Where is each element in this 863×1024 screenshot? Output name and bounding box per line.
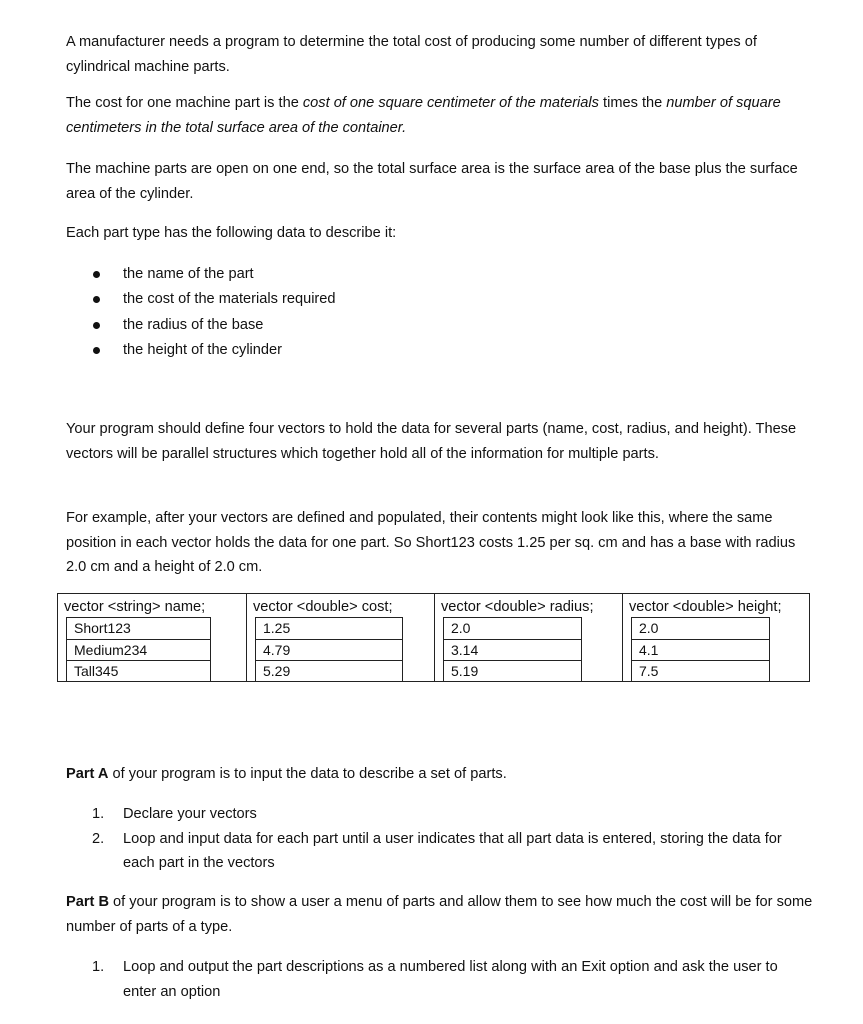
vectors-paragraph: Your program should define four vectors to hold the data for several parts (name, cost, radius, and height). These vectors will be parallel structures which together hold all of the information for multiple parts. xyxy=(66,421,797,462)
intro-paragraph: A manufacturer needs a program to determine the total cost of producing some number of different types of cylindrical machine parts. xyxy=(66,34,757,75)
vector-name-column xyxy=(58,594,246,681)
surface-paragraph: The machine parts are open on one end, so the total surface area is the surface area of the base plus the surface area of the cylinder. xyxy=(66,161,798,202)
vector-header: vector <double> cost; xyxy=(253,599,393,615)
vector-height-column xyxy=(622,594,809,681)
list-item xyxy=(66,802,806,827)
step-text: Loop and input data for each part until a user indicates that all part data is entered, storing the data for each part in the vectors xyxy=(123,830,782,871)
vector-header: vector <string> name; xyxy=(64,599,206,615)
attribute-list xyxy=(66,262,336,363)
vector-cell: 4.1 xyxy=(632,639,769,660)
vector-header: vector <double> height; xyxy=(629,599,782,615)
vector-header: vector <double> radius; xyxy=(441,599,594,615)
step-number: 1. xyxy=(92,959,105,975)
step-text: Declare your vectors xyxy=(123,806,257,822)
list-item xyxy=(66,338,336,363)
part-a-label: Part A xyxy=(66,766,109,782)
vector-cell: Short123 xyxy=(74,620,131,636)
part-a-steps xyxy=(66,802,806,876)
vector-cell: 3.14 xyxy=(444,639,581,660)
bullet-icon xyxy=(93,347,100,354)
step-number: 1. xyxy=(92,806,105,822)
list-item-text: the cost of the materials required xyxy=(123,291,336,308)
vector-values xyxy=(255,617,403,682)
vector-cell: 5.19 xyxy=(444,660,581,681)
list-item xyxy=(66,287,336,312)
list-item-text: the name of the part xyxy=(123,266,254,282)
list-item-text: the height of the cylinder xyxy=(123,341,283,358)
part-b-paragraph xyxy=(66,890,816,939)
vector-values xyxy=(66,617,211,682)
vector-cell: 5.29 xyxy=(256,660,402,681)
bullet-icon xyxy=(93,296,100,303)
vector-cell: 7.5 xyxy=(632,660,769,681)
part-b-label: Part B xyxy=(66,894,109,910)
data-description-heading: Each part type has the following data to describe it: xyxy=(66,225,397,241)
example-paragraph: For example, after your vectors are defined and populated, their contents might look like this, where the same position in each vector holds the data for one part. So Short123 costs 1.25 per sq. cm and has a base with radius 2.0 cm and a height of 2.0 cm. xyxy=(66,510,796,575)
vector-values xyxy=(631,617,770,682)
list-item xyxy=(66,262,336,287)
cost-text-1: The cost for one machine part is the xyxy=(66,95,303,111)
bullet-icon xyxy=(93,271,100,278)
list-item xyxy=(66,955,806,1004)
vector-cell: 2.0 xyxy=(451,620,471,636)
vector-cell: Tall345 xyxy=(67,660,210,681)
vectors-table xyxy=(57,593,810,682)
vector-radius-column xyxy=(434,594,622,681)
cost-paragraph xyxy=(66,91,816,140)
part-a-paragraph xyxy=(66,762,816,787)
vector-cell: 4.79 xyxy=(256,639,402,660)
vector-cell: Medium234 xyxy=(67,639,210,660)
list-item xyxy=(66,313,336,338)
part-b-text: of your program is to show a user a menu of parts and allow them to see how much the cost will be for some number of parts of a type. xyxy=(66,894,813,935)
step-text: Loop and output the part descriptions as a numbered list along with an Exit option and ask the user to enter an option xyxy=(123,959,778,1000)
cost-text-2: times the xyxy=(598,95,667,111)
cost-emphasis-2: number of square centimeters in the total surface area of the container. xyxy=(66,95,781,136)
vector-cell: 2.0 xyxy=(639,620,659,636)
part-b-steps xyxy=(66,955,806,1004)
bullet-icon xyxy=(93,322,100,329)
vector-cost-column xyxy=(246,594,434,681)
vector-cell: 1.25 xyxy=(263,620,291,636)
list-item-text: the radius of the base xyxy=(123,316,264,333)
list-item xyxy=(66,827,806,876)
step-number: 2. xyxy=(92,830,105,847)
vector-values xyxy=(443,617,582,682)
part-a-text: of your program is to input the data to describe a set of parts. xyxy=(108,766,507,782)
cost-emphasis-1: cost of one square centimeter of the materials xyxy=(302,95,599,111)
